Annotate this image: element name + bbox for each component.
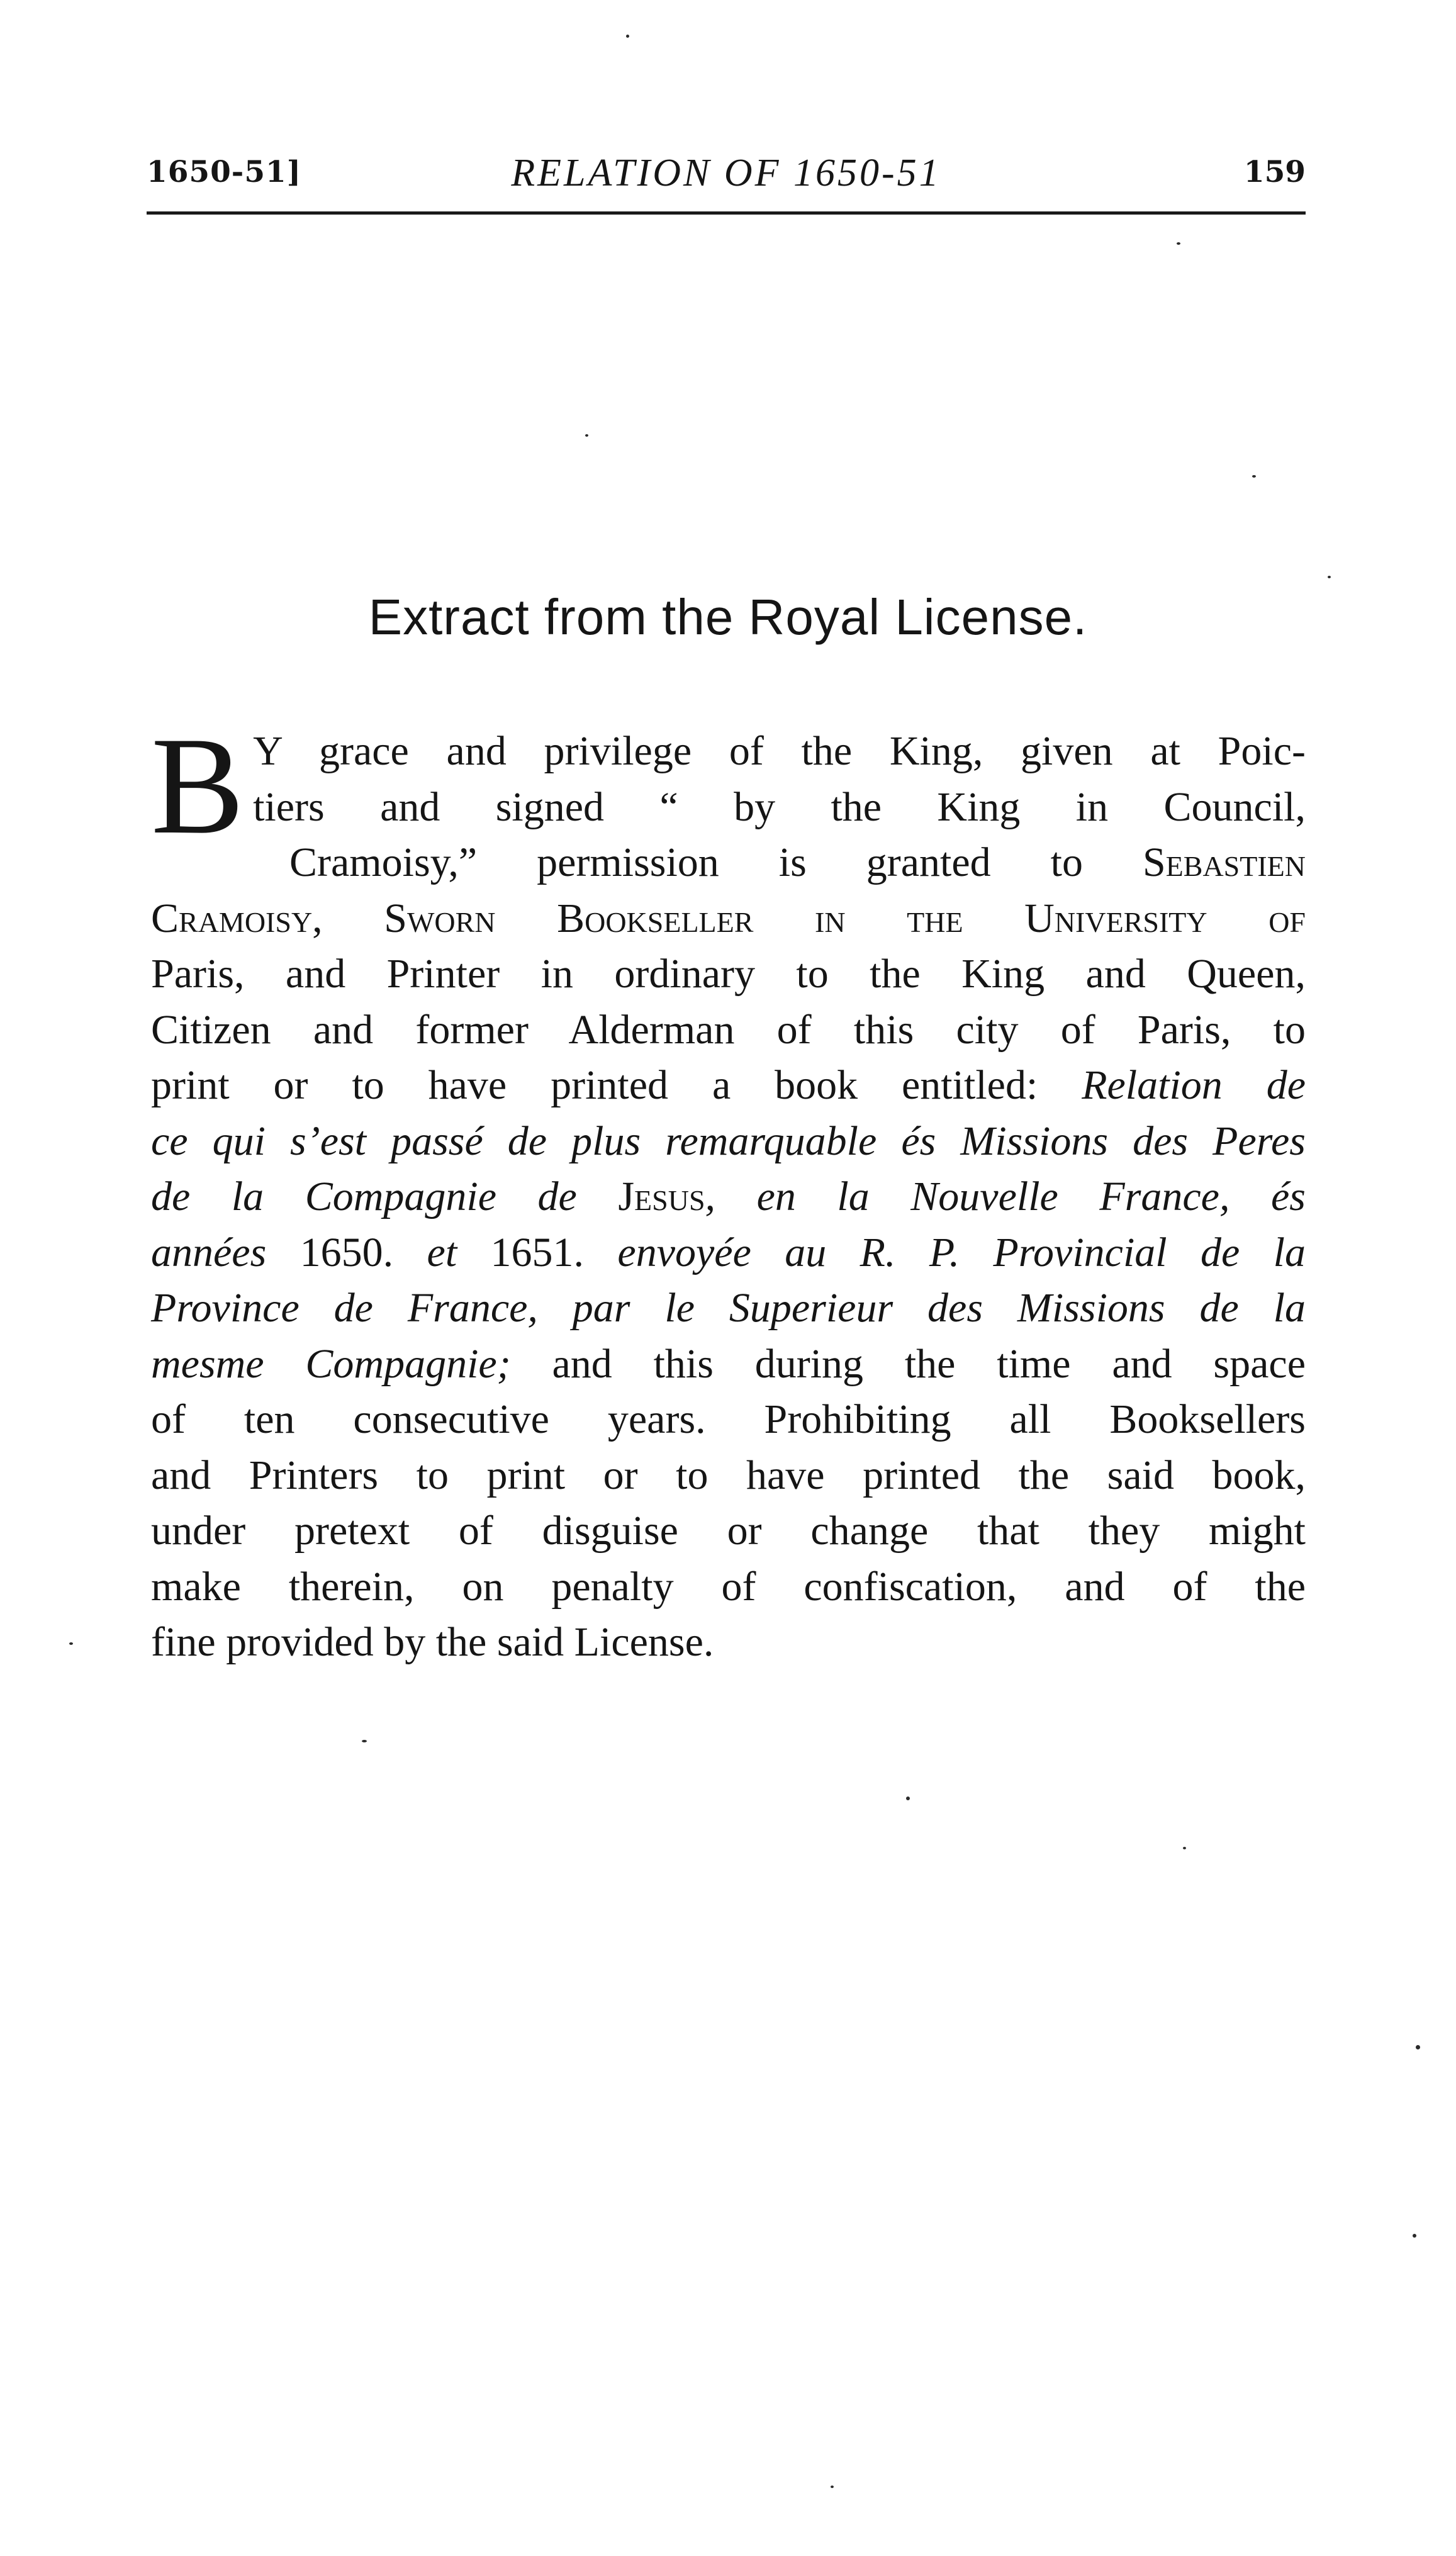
year-1651: 1651. bbox=[457, 1229, 618, 1275]
drop-cap: B bbox=[151, 709, 245, 863]
speck bbox=[1177, 242, 1180, 245]
speck bbox=[585, 434, 588, 437]
text-line: and Printers to print or to have printed the said book, bbox=[151, 1452, 1306, 1498]
text-line bbox=[151, 1169, 1306, 1225]
section-title: Extract from the Royal License. bbox=[368, 589, 1088, 645]
speck bbox=[362, 1740, 367, 1742]
book-title-part: Relation de bbox=[1082, 1062, 1306, 1108]
text-line bbox=[151, 1058, 1306, 1114]
book-title-part: et bbox=[427, 1229, 457, 1275]
speck bbox=[69, 1642, 73, 1645]
text-line-part: and this during the time and space bbox=[510, 1340, 1306, 1387]
book-title-part: mesme Compagnie; bbox=[151, 1340, 511, 1387]
text-line: make therein, on penalty of confiscation, and of the bbox=[151, 1563, 1306, 1610]
speck bbox=[1183, 1847, 1186, 1849]
page-number: 159 bbox=[1243, 155, 1306, 189]
book-title-part: , en la Nouvelle France, és bbox=[705, 1174, 1306, 1219]
text-line: fine provided by the said License. bbox=[151, 1619, 714, 1665]
book-title-part: années bbox=[151, 1229, 267, 1275]
speck bbox=[1416, 2045, 1420, 2049]
printer-name: Sebastien bbox=[1142, 839, 1306, 885]
speck bbox=[1328, 576, 1331, 578]
text-line bbox=[151, 1225, 1306, 1281]
speck bbox=[906, 1796, 910, 1800]
text-line bbox=[151, 835, 1306, 891]
jesus-name: Jesus bbox=[618, 1174, 705, 1219]
text-line: Province de France, par le Superieur des Missions de la bbox=[151, 1285, 1306, 1331]
text-line: under pretext of disguise or change that they might bbox=[151, 1508, 1306, 1554]
running-head-title: RELATION OF 1650-51 bbox=[511, 152, 941, 194]
speck bbox=[626, 35, 629, 38]
text-line: Citizen and former Alderman of this city of Paris, to bbox=[151, 1006, 1306, 1053]
book-title-part: envoyée au R. P. Provincial de la bbox=[617, 1229, 1306, 1275]
speck bbox=[1252, 475, 1256, 478]
text-line-part: print or to have printed a book entitled: bbox=[151, 1062, 1082, 1108]
book-title-part: de la Compagnie de bbox=[151, 1174, 619, 1219]
text-line bbox=[151, 1337, 1306, 1393]
text-line: tiers and signed “ by the King in Council, bbox=[253, 783, 1306, 830]
text-line-part: Cramoisy, Sworn Bookseller in the University of bbox=[151, 895, 1306, 941]
speck bbox=[1413, 2234, 1416, 2238]
text-line: Y grace and privilege of the King, given at Poic- bbox=[253, 728, 1306, 774]
year-1650: 1650. bbox=[266, 1229, 427, 1275]
speck bbox=[831, 2486, 834, 2488]
running-head bbox=[147, 150, 1306, 194]
license-paragraph bbox=[151, 709, 1306, 1671]
text-line bbox=[151, 891, 1306, 947]
header-rule bbox=[147, 211, 1306, 215]
running-head-date: 1650-51] bbox=[147, 155, 301, 189]
text-line-part: Cramoisy,” permission is granted to bbox=[289, 839, 1143, 885]
text-line: Paris, and Printer in ordinary to the King and Queen, bbox=[151, 951, 1306, 997]
text-line: ce qui s’est passé de plus remarquable és Missions des Peres bbox=[151, 1118, 1306, 1164]
text-line: of ten consecutive years. Prohibiting all Booksellers bbox=[151, 1396, 1306, 1442]
